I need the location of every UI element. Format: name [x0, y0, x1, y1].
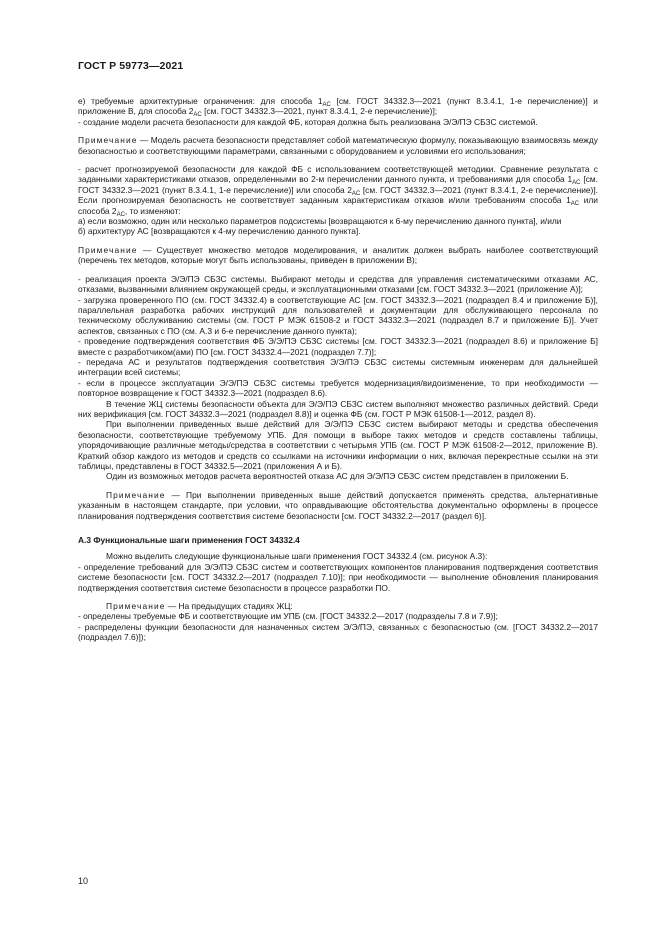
text-run: - определены требуемые ФБ и соответствующие им УПБ (см. [ГОСТ 34332.2—2017 (подразделы 7.8 и 7.9)]; — [78, 611, 498, 622]
subscript: AC — [116, 211, 125, 218]
paragraph — [78, 164, 598, 216]
text-run: [см. ГОСТ 34332.3—2021, пункт 8.3.4.1, 2-е перечисление)]; — [201, 106, 438, 117]
text-run: - проведение подтверждения соответствия ФБ Э/Э/ПЭ СБЗС системы [см. ГОСТ 34332.3—2021 (подраздел 8.6) и приложение Б] вместе с разработчиком(ами) ПО [см. ГОСТ 34332.4—2021 (подраздел 7.7)]; — [78, 336, 598, 357]
paragraph — [78, 562, 598, 593]
text-run: При выполнении приведенных выше действий для Э/Э/ПЭ СБЗС систем выбирают методы и средства обеспечения безопасности, соответствующие требуемому УПБ. Для помощи в выборе таких методов и средств составлены таблицы, упорядочивающие различные методы/средства в соответствии с четырьмя УПБ (см. ГОСТ Р МЭК 61508-2—2012, приложение В). Краткий обзор каждого из методов и средств со ссылками на источники информации о них, включая перекрестные ссылки на эти таблицы, представлены в ГОСТ 34332.5—2021 (приложения А и Б). — [78, 419, 598, 471]
paragraph — [78, 622, 598, 643]
text-run: - распределены функции безопасности для назначенных систем Э/Э/ПЭ, связанных с безопасностью (см. [ГОСТ 34332.2—2017 (подраздел 7.6)]); — [78, 621, 598, 643]
paragraph — [78, 336, 598, 357]
note-label: Примечание — [106, 489, 166, 500]
text-run: Один из возможных методов расчета вероятностей отказа АС для Э/Э/ПЭ СБЗС систем представлен в приложении Б. — [106, 471, 569, 482]
text-run: , то изменяют: — [124, 205, 181, 216]
text-run: А.3 Функциональные шаги применения ГОСТ 34332.4 — [78, 535, 300, 546]
paragraph — [78, 226, 598, 236]
text-run: В течение ЖЦ системы безопасности объекта для Э/Э/ПЭ СБЗС систем выполняют множество различных действий. Среди них верификация [см. ГОСТ 34332.3—2021 (подраздел 8.8)] и оценка ФБ (см. ГОСТ Р МЭК 61508-1—2012, раздел 8). — [78, 398, 598, 419]
text-run: [см. ГОСТ 34332.3—2021 (пункт 8.3.4.1, 1-е перечисление)] или способа 2 — [78, 174, 598, 195]
text-run: Можно выделить следующие функциональные шаги применения ГОСТ 34332.4 (см. рисунок А.3): — [106, 551, 488, 562]
text-run: — Существует множество методов моделирования, и аналитик должен выбрать наиболее соответствующий (перечень тех методов, которые могут быть использованы, приведен в приложении В); — [78, 244, 598, 266]
text-run: е) требуемые архитектурные ограничения: для способа 1 — [78, 96, 323, 106]
note-paragraph — [78, 135, 598, 156]
paragraph — [78, 117, 598, 127]
text-run: — На предыдущих стадиях ЖЦ: — [165, 601, 293, 612]
note-label: Примечание — [106, 601, 166, 612]
text-run: - определение требований для Э/Э/ПЭ СБЗС систем и соответствующих компонентов планирования подтверждения соответствия системе безопасности [см. ГОСТ 34332.2—2017 (подраздел 7.10)]; при необходимости — выполнение обновления планирования подтверждения соответствия системе безопасности в процессе разработки ПО. — [78, 561, 598, 593]
text-run: - создание модели расчета безопасности для каждой ФБ, которая должна быть реализована Э/Э/ПЭ СБЗС системой. — [78, 116, 538, 127]
paragraph — [78, 96, 598, 117]
subscript: AC — [193, 112, 202, 119]
paragraph — [78, 216, 598, 226]
note-label: Примечание — [78, 135, 138, 146]
paragraph — [78, 357, 598, 378]
paragraph — [78, 378, 598, 399]
text-run: [см. ГОСТ 34332.3—2021 (пункт 8.3.4.1, 2-е перечисление)]. Если прогнозируемая безопасность не соответствует заданным характеристикам отказов и/или требованиям способа 1 — [78, 184, 598, 206]
paragraph — [78, 551, 598, 561]
subscript: AC — [322, 102, 331, 108]
text-run: - реализация проекта Э/Э/ПЭ СБЗС системы. Выбирают методы и средства для управления систематическими отказами АС, отказами, вызванными влиянием окружающей среды, и эксплуатационными отказами [см. ГОСТ 34332.3—2021 (приложение А)]; — [78, 273, 598, 295]
text-run: - загрузка проверенного ПО (см. ГОСТ 34332.4) в соответствующие АС [см. ГОСТ 34332.3—2021 (подраздел 8.4 и приложение Б)], параллельная разработка рабочих инструкций для пользователей и документации для обслуживающего персонала по техническому обслуживанию системы (см. ГОСТ Р МЭК 61508-2 и ГОСТ 34332.3—2021 (подраздел 8.7 и приложение Б)]. Учет аспектов, связанных с ПО (см. А.3 и 6-е перечисление данного пункта); — [78, 294, 598, 336]
note-paragraph — [78, 601, 598, 611]
paragraph — [78, 274, 598, 295]
text-run: [см. ГОСТ 34332.3—2021 (пункт 8.3.4.1, 1-е перечисление)] и приложение В, для способа 2 — [78, 96, 598, 117]
text-run: - расчет прогнозируемой безопасности для каждой ФБ с использованием соответствующей методики. Сравнение результата с заданными характеристиками отказов, определенными во 2-м перечислении данного пункта, и требованиями для способа 1 — [78, 164, 598, 185]
text-run: - передача АС и результатов подтверждения соответствия Э/Э/ПЭ СБЗС системы системным инженерам для дальнейшей интеграции всей системы; — [78, 356, 598, 378]
paragraph — [78, 471, 598, 481]
paragraph — [78, 399, 598, 420]
page-number: 10 — [78, 876, 89, 886]
subscript: AC — [572, 180, 581, 187]
subscript: AC — [351, 190, 361, 197]
text-run: а) если возможно, один или несколько параметров подсистемы [возвращаются к 6-му перечислению данного пункта], и/или — [78, 216, 562, 227]
text-run: — При выполнении приведенных выше действий допускается применять средства, альтернативные указанным в настоящем стандарте, при условии, что оправдывающие обстоятельства документально оформлены в процессе планирования подтверждения соответствия системе безопасности [см. ГОСТ 34332.2—2017 (раздел 6)]. — [78, 489, 598, 521]
subscript: AC — [570, 201, 580, 208]
note-paragraph — [78, 245, 598, 266]
text-run: - если в процессе эксплуатации Э/Э/ПЭ СБЗС системы требуется модернизация/видоизменение, то при необходимости — повторное возвращение к ГОСТ 34332.3—2021 (подраздел 8.6). — [78, 377, 598, 399]
document-header: ГОСТ Р 59773—2021 — [78, 60, 184, 72]
paragraph — [78, 611, 598, 621]
text-run: б) архитектуру АС [возвращаются к 4-му перечислению данного пункта]. — [78, 226, 361, 237]
text-run: или способа 2 — [78, 195, 598, 216]
note-paragraph — [78, 490, 598, 521]
document-body — [78, 96, 598, 643]
note-label: Примечание — [78, 244, 138, 255]
section-heading — [78, 535, 598, 545]
paragraph — [78, 295, 598, 337]
text-run: — Модель расчета безопасности представляет собой математическую формулу, показывающую взаимосвязь между безопасностью и соответствующими параметрами, связанными с оборудованием и условиями его использования; — [78, 135, 598, 156]
paragraph — [78, 419, 598, 471]
